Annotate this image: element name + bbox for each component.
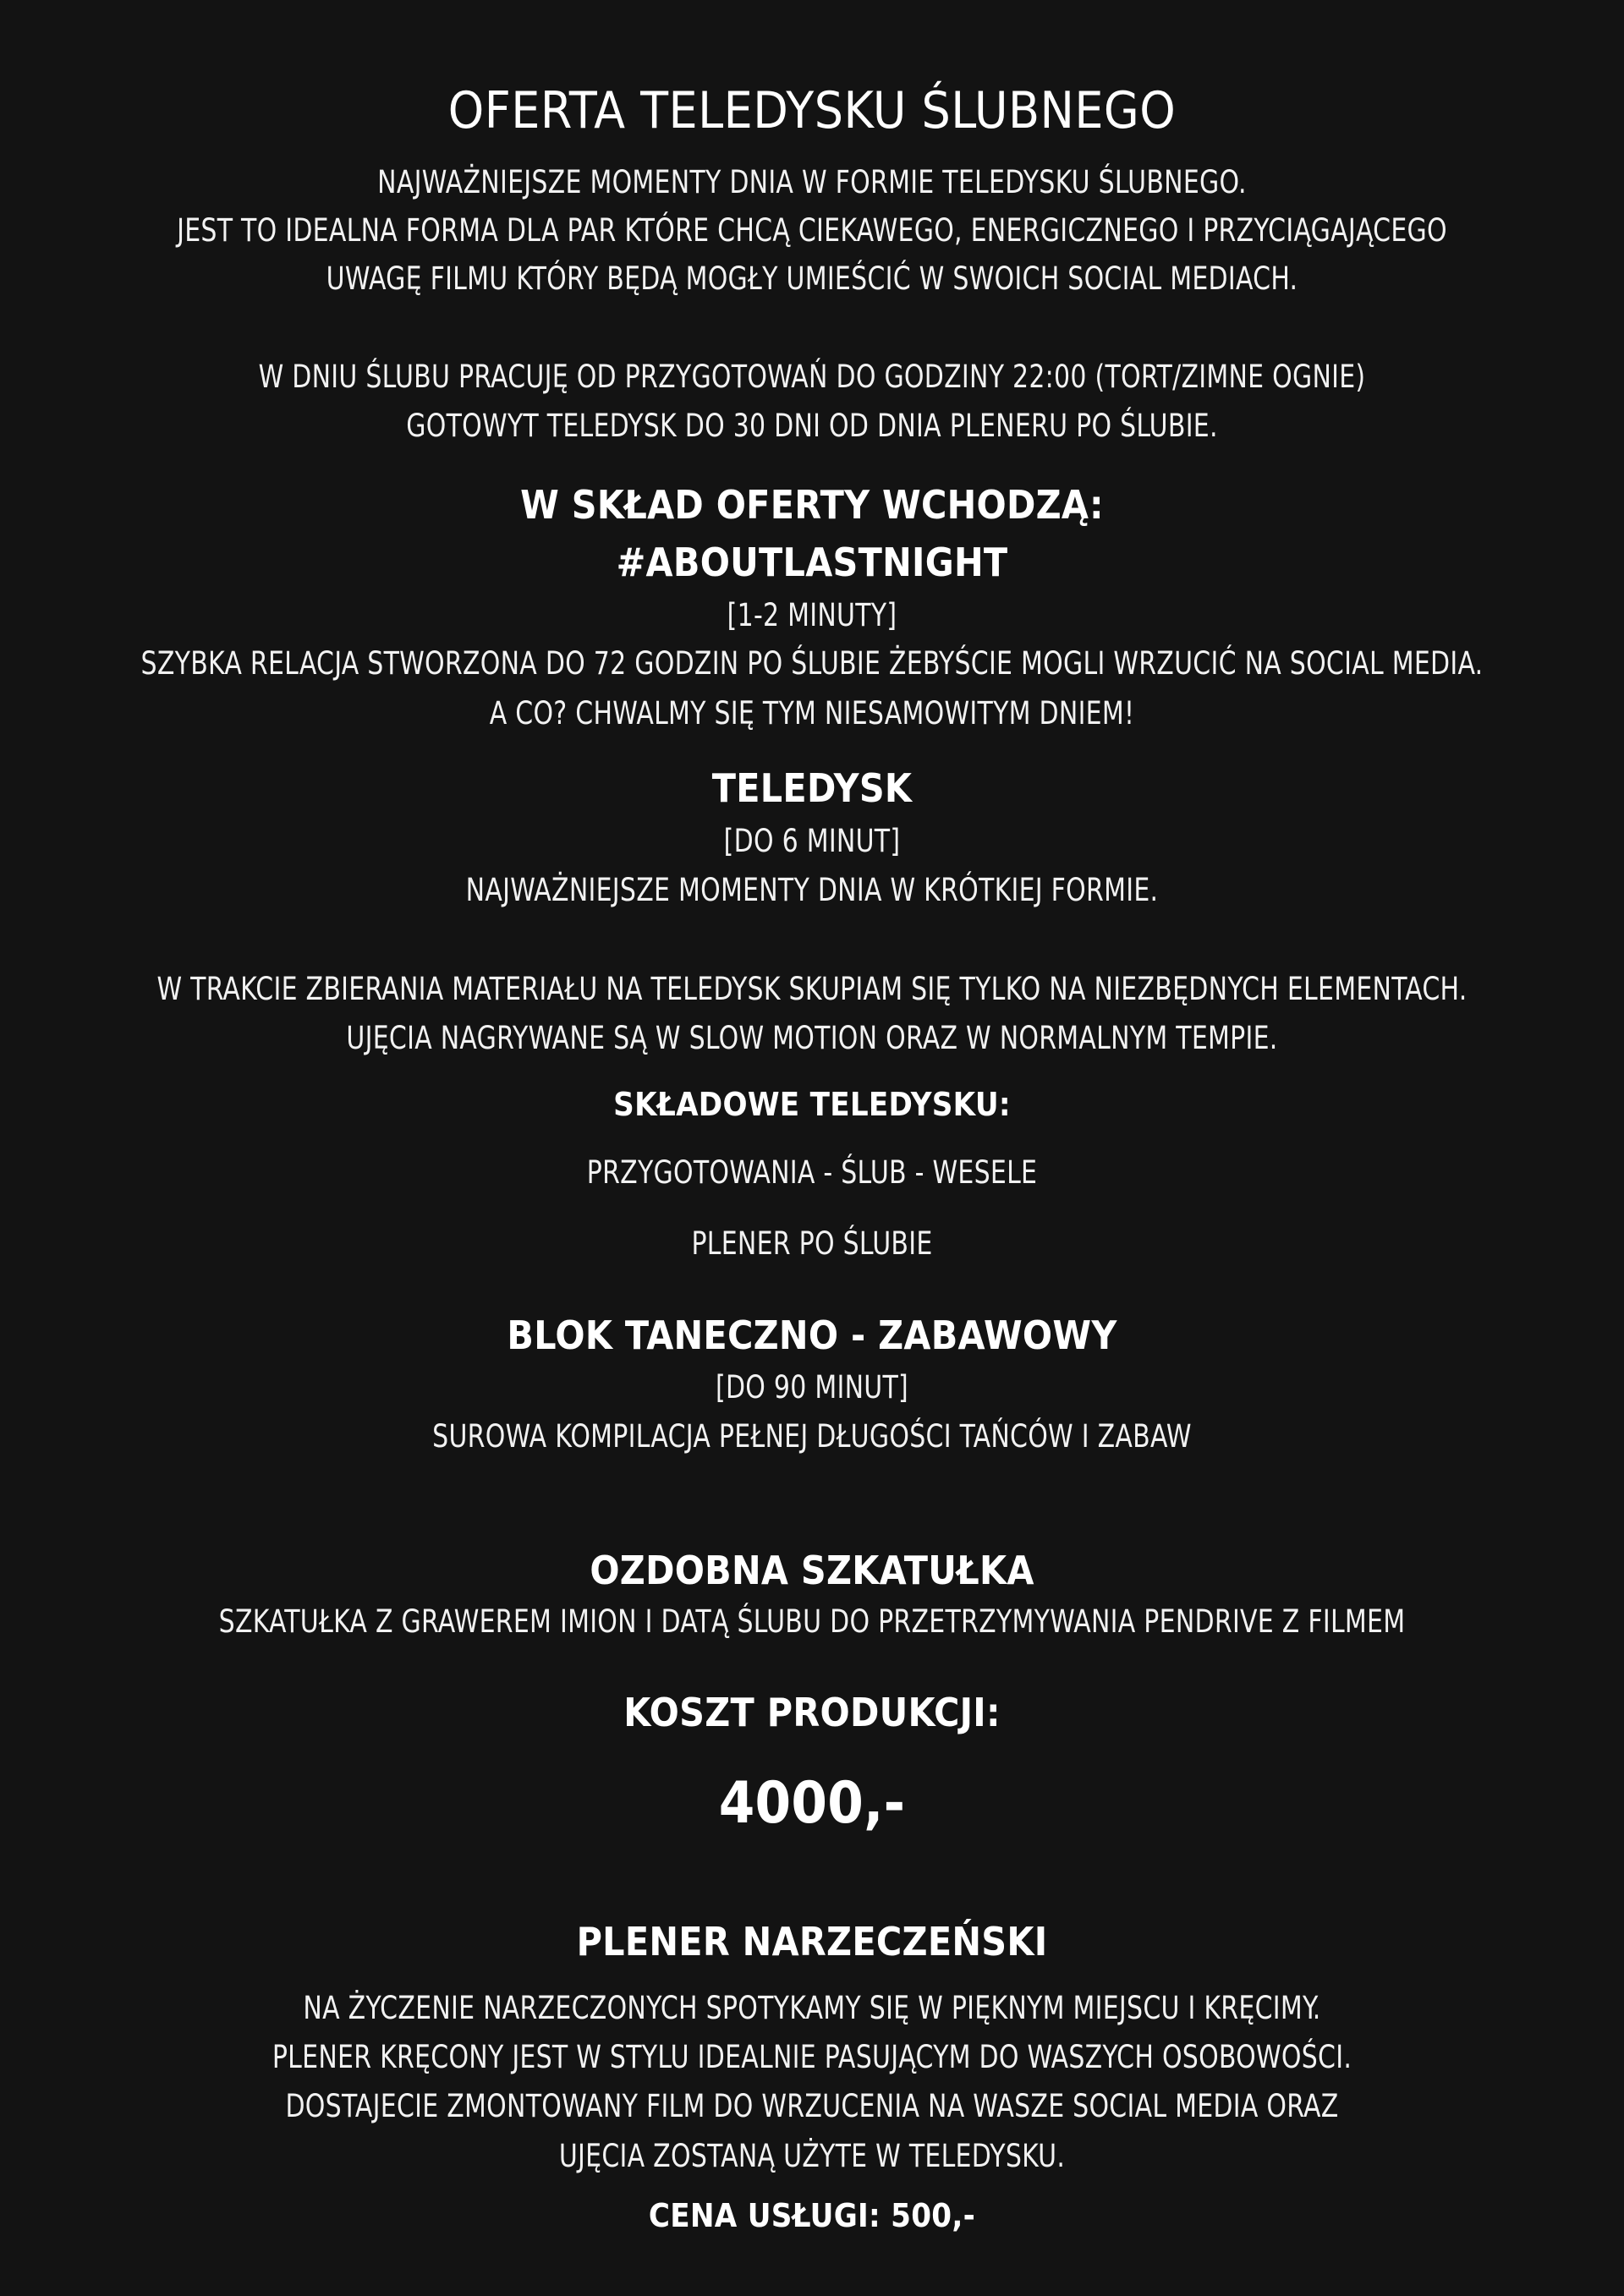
schedule-line-1: W DNIU ŚLUBU PRACUJĘ OD PRZYGOTOWAŃ DO GODZINY 22:00 (TORT/ZIMNE OGNIE) (258, 359, 1366, 395)
teledysk-duration: [DO 6 MINUT] (723, 823, 901, 859)
aboutlastnight-duration: [1-2 MINUTY] (727, 597, 897, 633)
plener-line-3: DOSTAJECIE ZMONTOWANY FILM DO WRZUCENIA NA WASZE SOCIAL MEDIA ORAZ (285, 2088, 1339, 2124)
teledysk-component-1: PRZYGOTOWANIA - ŚLUB - WESELE (586, 1154, 1038, 1191)
page-title: OFERTA TELEDYSKU ŚLUBNEGO (447, 81, 1177, 140)
offer-heading: W SKŁAD OFERTY WCHODZĄ: (520, 482, 1104, 528)
teledysk-line: NAJWAŻNIEJSZE MOMENTY DNIA W KRÓTKIEJ FORMIE. (465, 872, 1159, 908)
blok-duration: [DO 90 MINUT] (715, 1369, 908, 1406)
schedule-line-2: GOTOWYT TELEDYSK DO 30 DNI OD DNIA PLENERU PO ŚLUBIE. (406, 408, 1218, 444)
plener-line-2: PLENER KRĘCONY JEST W STYLU IDEALNIE PASUJĄCYM DO WASZYCH OSOBOWOŚCI. (272, 2039, 1352, 2075)
intro-line-1: NAJWAŻNIEJSZE MOMENTY DNIA W FORMIE TELEDYSKU ŚLUBNEGO. (377, 164, 1247, 200)
teledysk-detail-2: UJĘCIA NAGRYWANE SĄ W SLOW MOTION ORAZ W NORMALNYM TEMPIE. (346, 1020, 1278, 1056)
szkatulka-heading: OZDOBNA SZKATUŁKA (590, 1548, 1034, 1593)
aboutlastnight-line-2: A CO? CHWALMY SIĘ TYM NIESAMOWITYM DNIEM! (489, 695, 1135, 732)
teledysk-components-heading: SKŁADOWE TELEDYSKU: (613, 1086, 1011, 1123)
blok-line: SUROWA KOMPILACJA PEŁNEJ DŁUGOŚCI TAŃCÓW I ZABAW (432, 1418, 1192, 1455)
intro-line-3: UWAGĘ FILMU KTÓRY BĘDĄ MOGŁY UMIEŚCIĆ W SWOICH SOCIAL MEDIACH. (326, 260, 1298, 297)
intro-line-2: JEST TO IDEALNA FORMA DLA PAR KTÓRE CHCĄ CIEKAWEGO, ENERGICZNEGO I PRZYCIĄGAJĄCEGO (177, 212, 1447, 249)
cost-price: 4000,- (718, 1770, 906, 1837)
aboutlastnight-line-1: SZYBKA RELACJA STWORZONA DO 72 GODZIN PO ŚLUBIE ŻEBYŚCIE MOGLI WRZUCIĆ NA SOCIAL MEDIA. (140, 645, 1484, 682)
plener-heading: PLENER NARZECZEŃSKI (576, 1919, 1048, 1964)
teledysk-heading: TELEDYSK (711, 765, 913, 811)
teledysk-component-2: PLENER PO ŚLUBIE (691, 1225, 933, 1262)
plener-line-4: UJĘCIA ZOSTANĄ UŻYTE W TELEDYSKU. (558, 2138, 1066, 2174)
plener-price: CENA USŁUGI: 500,- (648, 2197, 976, 2234)
aboutlastnight-heading: #ABOUTLASTNIGHT (616, 540, 1008, 585)
blok-heading: BLOK TANECZNO - ZABAWOWY (507, 1312, 1117, 1358)
teledysk-detail-1: W TRAKCIE ZBIERANIA MATERIAŁU NA TELEDYSK SKUPIAM SIĘ TYLKO NA NIEZBĘDNYCH ELEMENTACH. (156, 971, 1468, 1007)
szkatulka-line: SZKATUŁKA Z GRAWEREM IMION I DATĄ ŚLUBU DO PRZETRZYMYWANIA PENDRIVE Z FILMEM (218, 1603, 1406, 1640)
cost-heading: KOSZT PRODUKCJI: (623, 1690, 1001, 1735)
plener-line-1: NA ŻYCZENIE NARZECZONYCH SPOTYKAMY SIĘ W PIĘKNYM MIEJSCU I KRĘCIMY. (303, 1990, 1321, 2026)
